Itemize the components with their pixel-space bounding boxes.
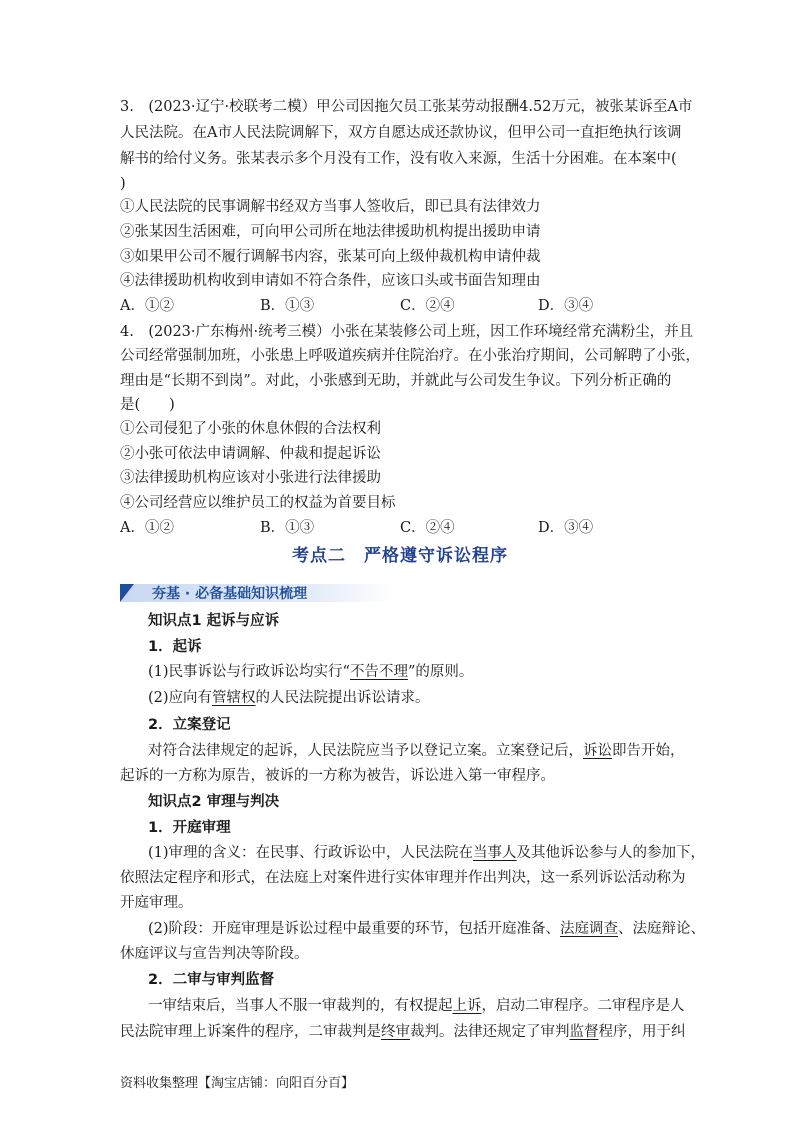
kp1-s2-line-2: 起诉的一方称为原告，被诉的一方称为被告，诉讼进入第一审程序。 bbox=[120, 768, 555, 784]
q3-option-a: A．①② bbox=[120, 298, 174, 314]
text-run: 裁判。法律还规定了审判 bbox=[410, 1024, 570, 1040]
text-run: 对符合法律规定的起诉，人民法院应当予以登记立案。立案登记后， bbox=[148, 743, 583, 759]
kp1-title: 知识点1 起诉与应诉 bbox=[148, 613, 280, 629]
q4-statement-1: ①公司侵犯了小张的休息休假的合法权利 bbox=[120, 421, 381, 437]
answer-blank: 上诉 bbox=[452, 998, 482, 1014]
q4-statement-4: ④公司经营应以维护员工的权益为首要目标 bbox=[120, 495, 396, 511]
kp2-p2-line-1 bbox=[148, 919, 705, 939]
q4-option-d: D．③④ bbox=[538, 520, 594, 536]
banner-marker-icon bbox=[120, 584, 134, 602]
q3-statement-2: ②张某因生活困难，可向甲公司所在地法律援助机构提出援助申请 bbox=[120, 224, 541, 240]
q3-stem-line-3: 解书的给付义务。张某表示多个月没有工作，没有收入来源，生活十分困难。在本案中( bbox=[120, 151, 677, 167]
text-run: 一审结束后，当事人不服一审裁判的，有权提起 bbox=[148, 998, 453, 1014]
text-run: ”的原则。 bbox=[407, 664, 474, 680]
text-run: 、法庭辩论、 bbox=[618, 921, 706, 937]
kp2-p3-line-2 bbox=[120, 1022, 686, 1042]
kp2-s2-title: 2．二审与审判监督 bbox=[148, 972, 275, 988]
text-run: (1)审理的含义：在民事、行政诉讼中，人民法院在 bbox=[148, 845, 474, 861]
kp2-p1-line-3: 开庭审理。 bbox=[120, 895, 193, 911]
q3-stem-line-4: ) bbox=[120, 176, 126, 192]
answer-blank: 不告不理 bbox=[349, 664, 408, 680]
text-run: ，启动二审程序。二审程序是人 bbox=[481, 998, 685, 1014]
q4-statement-2: ②小张可依法申请调解、仲裁和提起诉讼 bbox=[120, 446, 381, 462]
kp2-p2-line-2: 休庭评议与宣告判决等阶段。 bbox=[120, 946, 309, 962]
text-run: 民法院审理上诉案件的程序，二审裁判是 bbox=[120, 1024, 381, 1040]
q3-option-c: C．②④ bbox=[400, 298, 455, 314]
kp2-title: 知识点2 审理与判决 bbox=[148, 794, 280, 810]
kp1-s1-line-2 bbox=[148, 688, 430, 708]
banner-label: 夯基 · 必备基础知识梳理 bbox=[152, 586, 308, 602]
text-run: 即告开始， bbox=[612, 743, 685, 759]
q4-option-a: A．①② bbox=[120, 520, 174, 536]
answer-blank: 终审 bbox=[381, 1024, 410, 1040]
answer-blank: 监督 bbox=[569, 1024, 599, 1040]
q4-option-c: C．②④ bbox=[400, 520, 455, 536]
kp2-s1-title: 1．开庭审理 bbox=[148, 820, 231, 836]
q4-stem-line-2: 公司经常强制加班，小张患上呼吸道疾病并住院治疗。在小张治疗期间，公司解聘了小张， bbox=[120, 348, 700, 364]
text-run: 的人民法院提出诉讼请求。 bbox=[255, 690, 430, 706]
text-run: (1)民事诉讼与行政诉讼均实行“ bbox=[148, 664, 350, 680]
kp2-p1-line-1 bbox=[148, 843, 705, 863]
kp1-s2-title: 2．立案登记 bbox=[148, 717, 231, 733]
answer-blank: 当事人 bbox=[473, 845, 517, 861]
q3-statement-4: ④法律援助机构收到申请如不符合条件，应该口头或书面告知理由 bbox=[120, 273, 541, 289]
page-footer: 资料收集整理【淘宝店铺：向阳百分百】 bbox=[120, 1076, 355, 1091]
q3-stem-line-2: 人民法院。在A市人民法院调解下，双方自愿达成还款协议，但甲公司一直拒绝执行该调 bbox=[120, 125, 682, 141]
q4-stem-line-1: 4. (2023·广东梅州·统考三模）小张在某装修公司上班，因工作环境经常充满粉尘，并且 bbox=[120, 324, 694, 340]
q3-stem-line-1: 3. (2023·辽宁·校联考二模）甲公司因拖欠员工张某劳动报酬4.52万元，被张某诉至A市 bbox=[120, 99, 693, 115]
q3-option-d: D．③④ bbox=[538, 298, 594, 314]
q4-option-b: B．①③ bbox=[260, 520, 315, 536]
text-run: 及其他诉讼参与人的参加下， bbox=[516, 845, 706, 861]
q3-statement-1: ①人民法院的民事调解书经双方当事人签收后，即已具有法律效力 bbox=[120, 199, 541, 215]
q4-statement-3: ③法律援助机构应该对小张进行法律援助 bbox=[120, 470, 381, 486]
section-title: 考点二 严格遵守诉讼程序 bbox=[292, 546, 508, 566]
answer-blank: 法庭调查 bbox=[560, 921, 619, 937]
q3-option-b: B．①③ bbox=[260, 298, 315, 314]
q4-stem-line-4: 是( ) bbox=[120, 397, 175, 413]
answer-blank: 管辖权 bbox=[212, 690, 256, 706]
kp1-s1-line-1 bbox=[148, 662, 473, 682]
kp1-s1-title: 1．起诉 bbox=[148, 639, 202, 655]
q4-stem-line-3: 理由是“长期不到岗”。对此，小张感到无助，并就此与公司发生争议。下列分析正确的 bbox=[120, 373, 672, 389]
answer-blank: 诉讼 bbox=[583, 743, 612, 759]
text-run: (2)阶段：开庭审理是诉讼过程中最重要的环节，包括开庭准备、 bbox=[148, 921, 561, 937]
text-run: (2)应向有 bbox=[148, 690, 213, 706]
kp2-p1-line-2: 依照法定程序和形式，在法庭上对案件进行实体审理并作出判决，这一系列诉讼活动称为 bbox=[120, 870, 686, 886]
kp1-s2-line-1 bbox=[148, 741, 685, 761]
q3-statement-3: ③如果甲公司不履行调解书内容，张某可向上级仲裁机构申请仲裁 bbox=[120, 249, 541, 265]
kp2-p3-line-1 bbox=[148, 996, 685, 1016]
section-banner bbox=[120, 578, 405, 604]
text-run: 程序，用于纠 bbox=[598, 1024, 686, 1040]
